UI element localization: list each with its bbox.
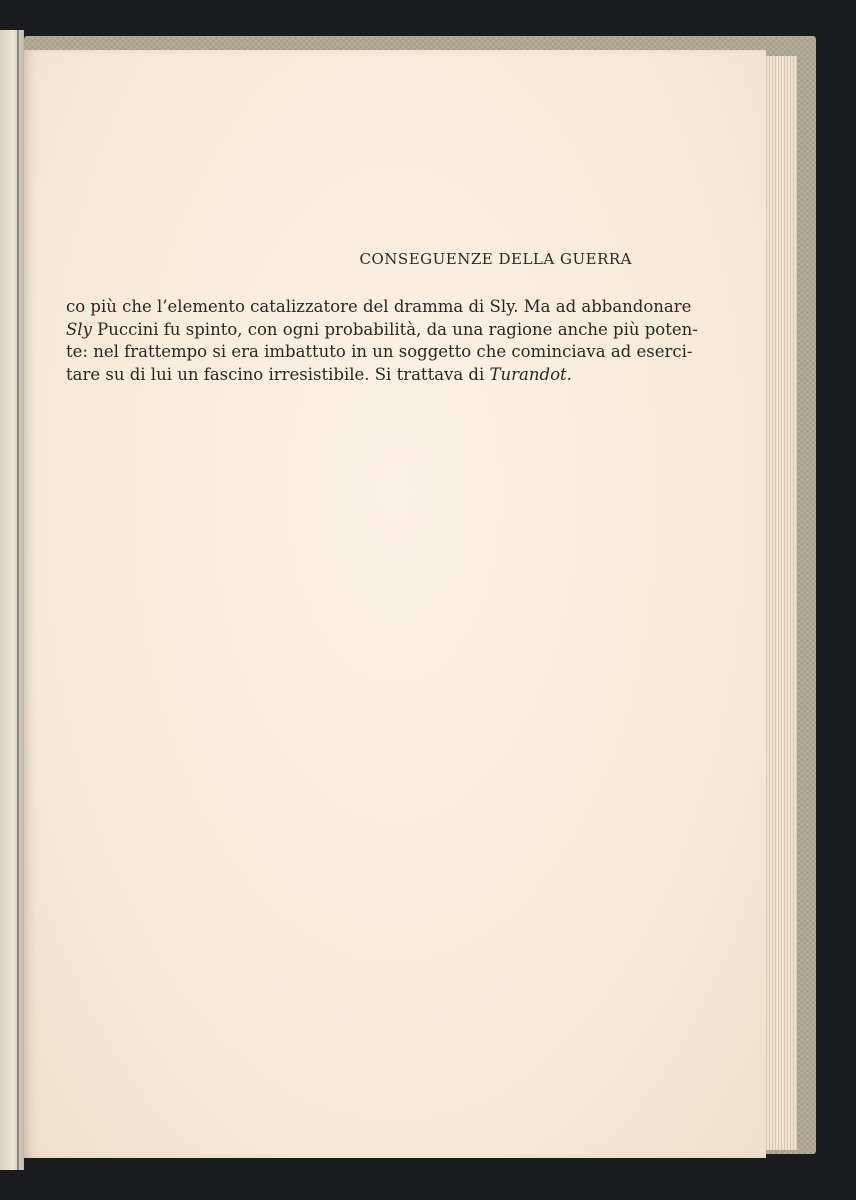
book-page <box>24 50 766 1158</box>
text-line-2-rest: Puccini fu spinto, con ogni probabilità, da una ragione anche più poten- <box>91 319 698 339</box>
text-line-4 <box>66 364 656 387</box>
gutter-line <box>17 30 19 1170</box>
text-line-2 <box>66 319 698 342</box>
body-paragraph <box>66 296 698 386</box>
left-page-edge <box>0 30 24 1170</box>
running-head: CONSEGUENZE DELLA GUERRA <box>359 250 632 268</box>
italic-title-turandot: Turandot. <box>489 364 572 384</box>
text-line-3: te: nel frattempo si era imbattuto in un soggetto che cominciava ad eserci- <box>66 342 693 361</box>
text-line-1: co più che l’elemento catalizzatore del dramma di Sly. Ma ad abbandonare <box>66 297 692 316</box>
italic-title-sly: Sly <box>66 319 92 339</box>
text-line-4-start: tare su di lui un fascino irresistibile. Si trattava di <box>66 364 490 384</box>
